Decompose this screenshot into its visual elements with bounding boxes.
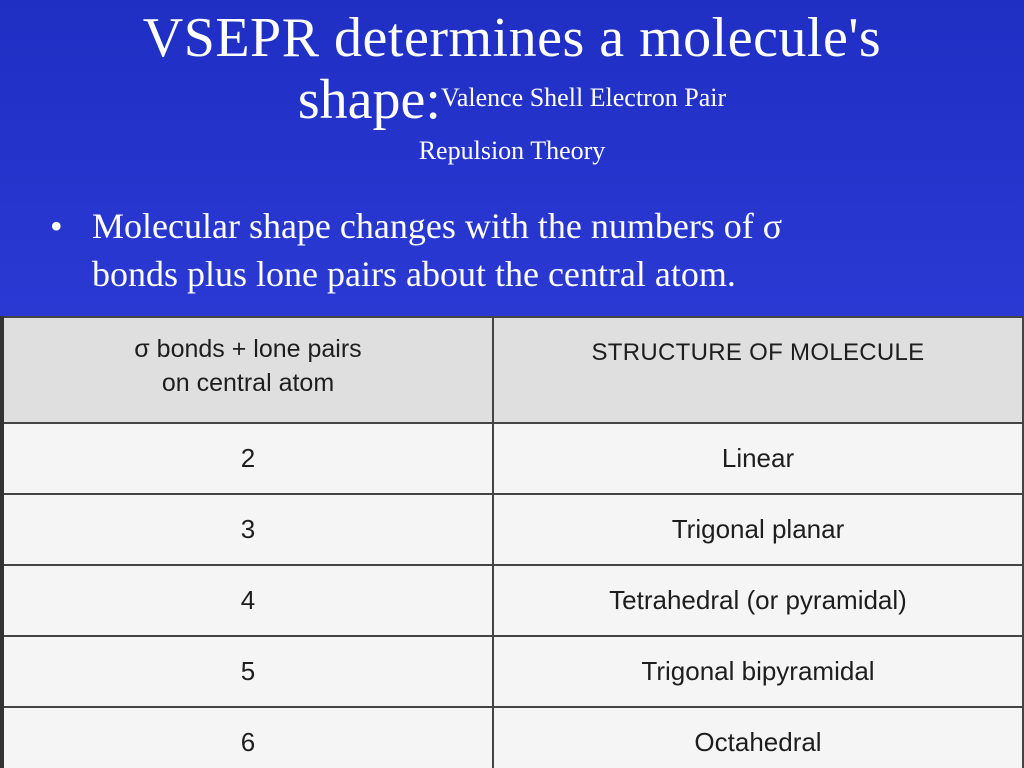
header-structure-label: STRUCTURE OF MOLECULE bbox=[591, 338, 925, 366]
bullet-text-line-1: Molecular shape changes with the numbers of σ bbox=[92, 206, 783, 246]
title-line-2 bbox=[0, 69, 1024, 131]
row-structure-cell: Trigonal planar bbox=[493, 494, 1023, 565]
row-count-cell: 6 bbox=[2, 707, 493, 768]
table-row bbox=[2, 707, 1023, 768]
row-count-cell: 3 bbox=[2, 494, 493, 565]
bullet-text bbox=[92, 202, 990, 298]
bullet-dot-icon: • bbox=[50, 206, 63, 246]
bullet-item bbox=[50, 202, 990, 298]
table-row bbox=[2, 636, 1023, 707]
table-row bbox=[2, 565, 1023, 636]
row-count-cell: 2 bbox=[2, 423, 493, 494]
row-structure-cell: Linear bbox=[493, 423, 1023, 494]
title-shape-word: shape: bbox=[297, 69, 441, 131]
table-header-row bbox=[2, 317, 1023, 423]
shape-table-image bbox=[0, 316, 1024, 768]
header-bond-count-line-2: on central atom bbox=[161, 369, 335, 397]
slide-title bbox=[0, 7, 1024, 165]
table-row bbox=[2, 423, 1023, 494]
bullet-text-line-2: bonds plus lone pairs about the central atom. bbox=[92, 254, 736, 294]
row-structure-cell: Tetrahedral (or pyramidal) bbox=[493, 565, 1023, 636]
header-bond-count-line-1: σ bonds + lone pairs bbox=[134, 335, 362, 363]
header-bond-count bbox=[2, 317, 493, 423]
header-structure bbox=[493, 317, 1023, 423]
row-count-cell: 5 bbox=[2, 636, 493, 707]
title-subtitle-part-1: Valence Shell Electron Pair bbox=[440, 83, 727, 112]
shape-table bbox=[0, 316, 1024, 768]
row-count-cell: 4 bbox=[2, 565, 493, 636]
title-subtitle-part-2: Repulsion Theory bbox=[418, 136, 606, 165]
title-line-1: VSEPR determines a molecule's bbox=[142, 7, 882, 69]
bullet-list bbox=[50, 202, 990, 298]
row-structure-cell: Octahedral bbox=[493, 707, 1023, 768]
table-row bbox=[2, 494, 1023, 565]
row-structure-cell: Trigonal bipyramidal bbox=[493, 636, 1023, 707]
